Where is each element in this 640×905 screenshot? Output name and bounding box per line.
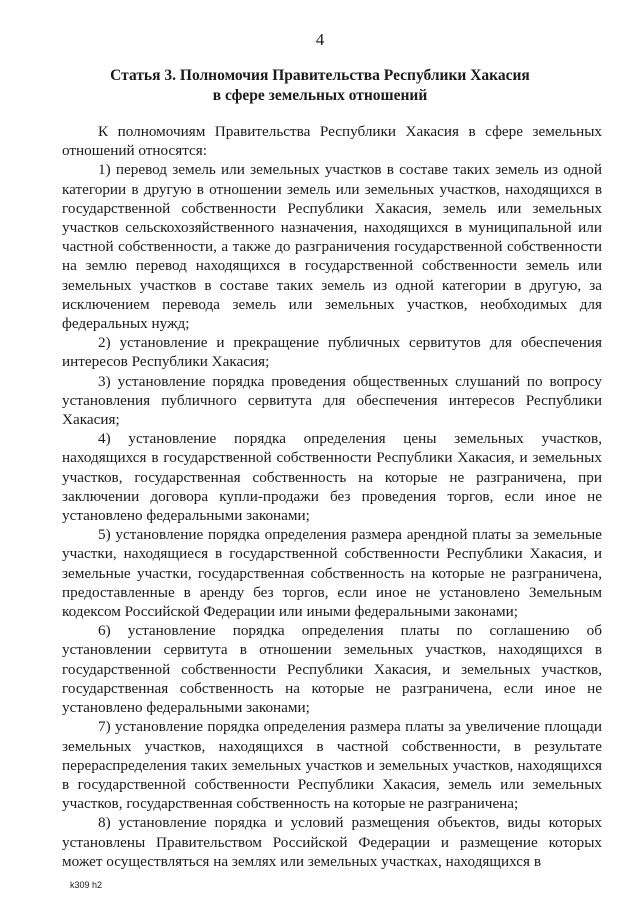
paragraph-item-3: 3) установление порядка проведения общественных слушаний по вопросу установления публичного сервитута для обеспечения интересов Республики Хакасия; xyxy=(62,372,602,429)
article-title xyxy=(60,66,580,106)
paragraph-item-1: 1) перевод земель или земельных участков в составе таких земель из одной категории в другую в отношении земель или земельных участков, находящихся в государственной собственности Республики Хакасия, земель или земельных участков сельскохозяйственного назначения, находящихся в муниципальной или частной собственности, а также до разграничения государственной собственности на землю перевод находящихся в государственной собственности земель или земельных участков в составе таких земель из одной категории в другую, за исключением перевода земель или земельных участков, необходимых для федеральных нужд; xyxy=(62,161,602,333)
paragraph-item-8: 8) установление порядка и условий размещения объектов, виды которых установлены Правительством Российской Федерации и размещение которых может осуществляться на землях или земельных участках, находящихся в xyxy=(62,814,602,870)
footer-code: k309 h2 xyxy=(70,880,103,890)
paragraph-item-7: 7) установление порядка определения размера платы за увеличение площади земельных участков, находящихся в частной собственности, в результате перераспределения таких земельных участков и земельных участков, находящихся в государственной собственности Республики Хакасия, земель или земельных участков, государственная собственность на которые не разграничена; xyxy=(62,718,602,813)
paragraph-item-4: 4) установление порядка определения цены земельных участков, находящихся в государственной собственности Республики Хакасия, и земельных участков, государственная собственность на которые не разграничена, при заключении договора купли-продажи без проведения торгов, если иное не установлено федеральными законами; xyxy=(62,430,602,525)
page-number: 4 xyxy=(315,30,325,49)
paragraph-intro: К полномочиям Правительства Республики Хакасия в сфере земельных отношений относятся: xyxy=(62,123,602,160)
article-title-line-1: Статья 3. Полномочия Правительства Республики Хакасия xyxy=(110,67,530,84)
paragraph-item-5: 5) установление порядка определения размера арендной платы за земельные участки, находящиеся в государственной собственности Республики Хакасия, и земельные участки, государственная собственность на которые не разграничена, предоставленные в аренду без торгов, если иное не установлено Земельным кодексом Российской Федерации или иными федеральными законами; xyxy=(62,526,602,621)
paragraph-item-2: 2) установление и прекращение публичных сервитутов для обеспечения интересов Республики Хакасия; xyxy=(62,334,602,371)
article-title-line-2: в сфере земельных отношений xyxy=(212,87,428,104)
article-body xyxy=(62,122,602,871)
paragraph-item-6: 6) установление порядка определения платы по соглашению об установлении сервитута в отношении земельных участков, находящихся в государственной собственности Республики Хакасия, и земельных участков, государственная собственность на которые не разграничена, если иное не установлено федеральными законами; xyxy=(62,622,602,717)
